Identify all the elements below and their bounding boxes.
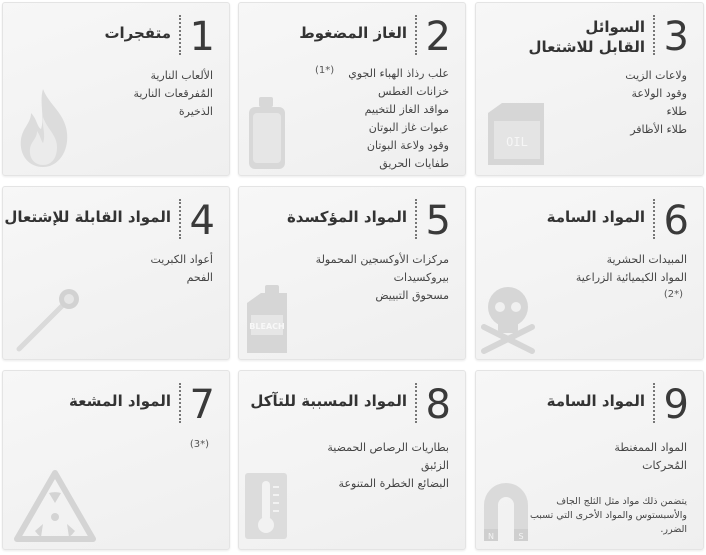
list-item: المواد الكيميائية الزراعية: [575, 271, 687, 284]
card-number: 2: [425, 14, 451, 60]
list-item: طلاء الأظافر: [630, 123, 687, 136]
oil-can-icon: [482, 99, 548, 169]
card-compressed-gas: [238, 2, 466, 176]
card-oxidizers: [238, 186, 466, 360]
list-item: طلاء: [666, 105, 687, 118]
card-title: المواد المشعة: [69, 392, 171, 410]
list-item: بيروكسيدات: [393, 271, 449, 284]
magnet-icon: [480, 479, 532, 543]
card-title: الغاز المضغوط: [299, 24, 407, 42]
divider: [653, 15, 655, 55]
item-list: [614, 439, 687, 475]
list-item: مسحوق التبييض: [375, 289, 449, 302]
card-title: المواد السامة: [546, 208, 645, 226]
card-number: 7: [189, 382, 215, 428]
list-item: مركزات الأوكسجين المحمولة: [315, 253, 449, 266]
list-item: الزئبق: [420, 459, 449, 472]
divider: [415, 383, 417, 423]
list-item: المواد الممغنطة: [614, 441, 687, 454]
card-number: 8: [425, 382, 451, 428]
item-list: [133, 67, 213, 121]
card-number: 3: [663, 14, 689, 60]
card-title: المواد المسببة للتآكل: [250, 392, 407, 410]
flame-icon: [15, 87, 73, 169]
card-title: المواد السامة: [546, 392, 645, 410]
card-miscellaneous: [475, 370, 704, 550]
card-toxic: [475, 186, 704, 360]
list-item: علب رذاذ الهباء الجوي: [348, 67, 449, 80]
item-list: [327, 439, 449, 493]
card-flammable-liquids: [475, 2, 704, 176]
card-number: 6: [663, 198, 689, 244]
list-item: الذخيرة: [178, 105, 213, 118]
bleach-bottle-icon: [243, 283, 291, 355]
magnet-s-label: S: [518, 532, 524, 541]
card-title: المواد القابلة للإشتعال: [4, 208, 171, 226]
divider: [415, 199, 417, 239]
radiation-icon: [13, 469, 97, 543]
list-item: عبوات غاز البوتان: [368, 121, 449, 134]
item-list: [151, 251, 214, 287]
list-item: الألعاب النارية: [150, 69, 213, 82]
divider: [179, 199, 181, 239]
oil-can-label: OIL: [506, 135, 528, 149]
card-corrosives: [238, 370, 466, 550]
list-item: ولاعات الزيت: [625, 69, 687, 82]
note: (*2): [663, 289, 683, 300]
divider: [415, 15, 417, 55]
card-title-line: السوائل: [585, 18, 645, 36]
list-item: مواقد الغاز للتخييم: [364, 103, 449, 116]
list-item: المبيدات الحشرية: [606, 253, 687, 266]
list-item: وقود ولاعة البوتان: [366, 139, 449, 152]
card-title: المواد المؤكسدة: [286, 208, 407, 226]
list-item: المُفرقعات النارية: [133, 87, 213, 100]
gas-cylinder-icon: [245, 95, 289, 171]
card-title: متفجرات: [104, 24, 171, 42]
card-title-line: القابل للاشتعال: [528, 38, 645, 56]
thermometer-icon: [243, 471, 289, 541]
list-item: أعواد الكبريت: [150, 253, 213, 266]
item-list: [625, 67, 687, 139]
match-icon: [13, 283, 85, 355]
list-item: بطاريات الرصاص الحمضية: [327, 441, 449, 454]
card-number: 5: [425, 198, 451, 244]
list-item: الفحم: [186, 271, 213, 284]
bleach-label: BLEACH: [249, 322, 285, 331]
item-list: [576, 251, 687, 287]
list-item: طفايات الحريق: [379, 157, 449, 170]
card-number: 9: [663, 382, 689, 428]
item-list: [348, 65, 449, 173]
list-item: المُحركات: [642, 459, 687, 472]
list-item: خزانات الغطس: [378, 85, 449, 98]
item-list: [316, 251, 449, 305]
note: (*1): [315, 65, 335, 76]
card-number: 1: [189, 14, 215, 60]
footnote: يتضمن ذلك مواد مثل الثلج الجاف والأسبستوس والمواد الأخرى التي تسبب الضرر.: [529, 496, 687, 535]
skull-crossbones-icon: [480, 283, 536, 355]
card-title: [529, 17, 645, 57]
magnet-n-label: N: [488, 532, 494, 541]
list-item: البضائع الخطرة المتنوعة: [338, 477, 449, 490]
list-item: وقود الولاعة: [631, 87, 687, 100]
card-explosives: [2, 2, 230, 176]
note: (*3): [189, 439, 209, 450]
card-number: 4: [189, 198, 215, 244]
divider: [653, 199, 655, 239]
card-flammable-solids: [2, 186, 230, 360]
divider: [179, 15, 181, 55]
divider: [179, 383, 181, 423]
divider: [653, 383, 655, 423]
card-radioactive: [2, 370, 230, 550]
